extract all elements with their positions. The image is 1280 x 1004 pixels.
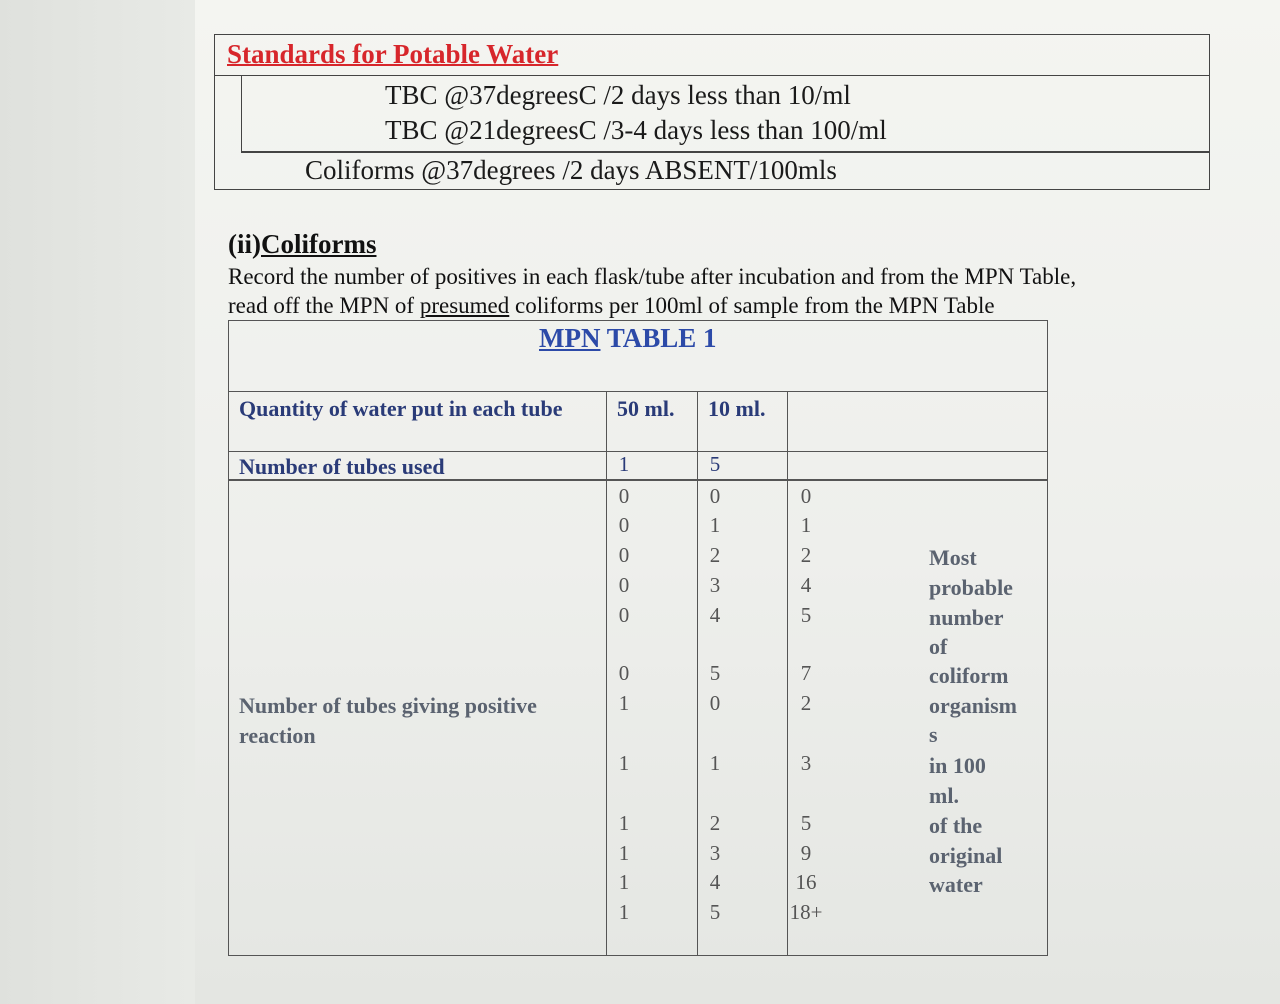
tubes-10ml-positive: 1 xyxy=(709,513,721,537)
mpn-description-line: number xyxy=(929,605,1004,630)
tubes-10ml-positive: 1 xyxy=(709,751,721,775)
tubes-50ml-positive: 0 xyxy=(618,661,630,685)
mpn-value: 16 xyxy=(795,870,817,894)
instruction-text: read off the MPN of xyxy=(228,293,420,318)
mpn-description-line: Most xyxy=(929,545,977,570)
mpn-description-line: organism xyxy=(929,693,1017,718)
tubes-50ml-positive: 0 xyxy=(618,603,630,627)
tubes-10ml-positive: 2 xyxy=(709,811,721,835)
mpn-description-line: original xyxy=(929,843,1003,868)
tubes-10ml-positive: 0 xyxy=(709,691,721,715)
tubes-50ml-positive: 0 xyxy=(618,513,630,537)
standard-line-coliforms: Coliforms @37degrees /2 days ABSENT/100mls xyxy=(305,155,837,185)
tubes-used-50: 1 xyxy=(618,452,630,476)
tubes-10ml-positive: 5 xyxy=(709,900,721,924)
tubes-10ml-positive: 5 xyxy=(709,661,721,685)
section-heading: Coliforms xyxy=(261,229,377,259)
mpn-description-line: probable xyxy=(929,575,1013,600)
tubes-50ml-positive: 1 xyxy=(618,811,630,835)
mpn-value: 2 xyxy=(800,543,812,567)
tubes-used-label: Number of tubes used xyxy=(239,454,445,479)
mpn-value: 3 xyxy=(800,751,812,775)
mpn-table xyxy=(228,320,1048,956)
divider xyxy=(229,391,1047,392)
mpn-description-line: of the xyxy=(929,813,983,838)
mpn-value: 5 xyxy=(800,811,812,835)
instruction-underlined: presumed xyxy=(419,293,510,318)
left-margin xyxy=(0,0,195,1004)
mpn-value: 0 xyxy=(800,484,812,508)
instruction-line-2 xyxy=(228,293,995,319)
mpn-value: 4 xyxy=(800,573,812,597)
mpn-value: 1 xyxy=(800,513,812,537)
instruction-text: coliforms per 100ml of sample from the MPN Table xyxy=(509,293,995,318)
mpn-description-line: water xyxy=(929,872,983,897)
positive-reaction-label: Number of tubes giving positive reaction xyxy=(239,693,537,748)
mpn-description-line: s xyxy=(929,722,938,747)
mpn-value: 2 xyxy=(800,691,812,715)
mpn-description-line: coliform xyxy=(929,663,1009,688)
tubes-50ml-positive: 0 xyxy=(618,573,630,597)
standard-line-tbc37: TBC @37degreesC /2 days less than 10/ml xyxy=(385,80,851,110)
instruction-line-1: Record the number of positives in each flask/tube after incubation and from the MPN Table, xyxy=(228,264,1077,289)
mpn-description-line: ml. xyxy=(929,783,959,808)
header-50ml: 50 ml. xyxy=(617,396,675,421)
tubes-10ml-positive: 2 xyxy=(709,543,721,567)
tubes-50ml-positive: 0 xyxy=(618,484,630,508)
mpn-value: 18+ xyxy=(789,900,823,924)
quantity-label: Quantity of water put in each tube xyxy=(239,396,563,421)
tubes-50ml-positive: 1 xyxy=(618,900,630,924)
standard-line-tbc21: TBC @21degreesC /3-4 days less than 100/ml xyxy=(385,115,887,145)
standards-title: Standards for Potable Water xyxy=(227,39,559,69)
mpn-description-line: of xyxy=(929,634,948,659)
tubes-50ml-positive: 1 xyxy=(618,691,630,715)
mpn-table-title xyxy=(539,323,717,354)
tubes-10ml-positive: 4 xyxy=(709,870,721,894)
divider xyxy=(241,151,1209,153)
standards-table xyxy=(214,34,1210,190)
mpn-value: 5 xyxy=(800,603,812,627)
tubes-10ml-positive: 3 xyxy=(709,841,721,865)
tubes-50ml-positive: 1 xyxy=(618,870,630,894)
mpn-description-line: in 100 xyxy=(929,753,986,778)
mpn-value: 9 xyxy=(800,841,812,865)
tubes-50ml-positive: 0 xyxy=(618,543,630,567)
tubes-10ml-positive: 4 xyxy=(709,603,721,627)
mpn-title-rest: TABLE 1 xyxy=(600,323,717,353)
header-10ml: 10 ml. xyxy=(708,396,766,421)
mpn-value: 7 xyxy=(800,661,812,685)
tubes-50ml-positive: 1 xyxy=(618,751,630,775)
tubes-50ml-positive: 1 xyxy=(618,841,630,865)
tubes-10ml-positive: 3 xyxy=(709,573,721,597)
mpn-title-abbrev: MPN xyxy=(539,323,601,353)
tubes-10ml-positive: 0 xyxy=(709,484,721,508)
section-title xyxy=(228,229,376,260)
tubes-used-10: 5 xyxy=(709,452,721,476)
section-prefix: (ii) xyxy=(228,229,261,259)
